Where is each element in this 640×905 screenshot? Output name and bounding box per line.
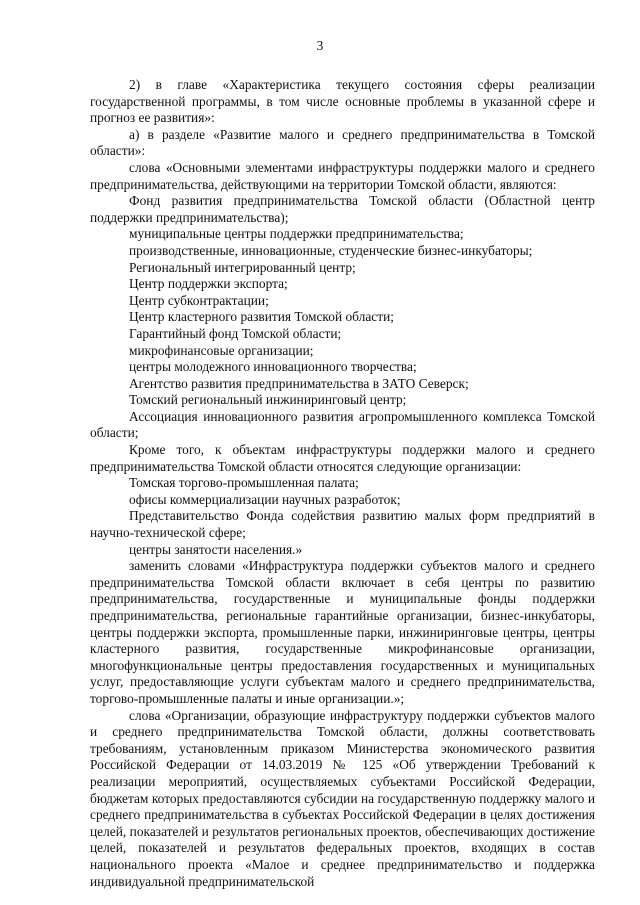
paragraph: 2) в главе «Характеристика текущего состояния сферы реализации государственной программы, в том числе основные проблемы в указанной сфере и прогноз ее развития»: (90, 77, 595, 126)
paragraph: Представительство Фонда содействия развитию малых форм предприятий в научно-технической сфере; (90, 508, 595, 541)
document-body (90, 77, 595, 890)
paragraph: офисы коммерциализации научных разработок; (129, 491, 401, 507)
paragraph: Центр кластерного развития Томской области; (129, 309, 394, 325)
paragraph: слова «Организации, образующие инфраструктуру поддержки субъектов малого и среднего предпринимательства Томской области, должны соответствовать требованиям, установленным приказом Министерства экономического развития Российской Федерации от 14.03.2019 № 125 «Об утверждении Требований к реализации мероприятий, осуществляемых субъектами Российской Федерации, бюджетам которых предоставляются субсидии на государственную поддержку малого и среднего предпринимательства в субъектах Российской Федерации в целях достижения целей, показателей и результатов региональных проектов, обеспечивающих достижение целей, показателей и результатов федеральных проектов, входящих в состав национального проекта «Малое и среднее предпринимательство и поддержка индивидуальной предпринимательской (90, 707, 595, 889)
paragraph: микрофинансовые организации; (129, 342, 314, 358)
paragraph: Центр субконтрактации; (129, 292, 269, 308)
paragraph: Агентство развития предпринимательства в ЗАТО Северск; (129, 375, 469, 391)
paragraph: Томский региональный инжиниринговый центр; (129, 392, 407, 408)
paragraph: заменить словами «Инфраструктура поддержки субъектов малого и среднего предпринимательства Томской области включает в себя центры по развитию предпринимательства, государственные и муниципальные фонды поддержки предпринимательства, региональные гарантийные организации, бизнес-инкубаторы, центры поддержки экспорта, промышленные парки, инжиниринговые центры, центры кластерного развития, государственные микрофинансовые организации, многофункциональные центры предоставления государственных и муниципальных услуг, предоставляющие услуги субъектам малого и среднего предпринимательства, торгово-промышленные палаты и иные организации.»; (90, 558, 595, 706)
paragraph: производственные, инновационные, студенческие бизнес-инкубаторы; (129, 242, 533, 258)
paragraph: а) в разделе «Развитие малого и среднего предпринимательства в Томской области»: (90, 126, 595, 159)
paragraph: муниципальные центры поддержки предпринимательства; (129, 226, 464, 242)
paragraph: центры занятости населения.» (129, 541, 303, 557)
paragraph: Центр поддержки экспорта; (129, 276, 288, 292)
paragraph: Кроме того, к объектам инфраструктуры поддержки малого и среднего предпринимательства Томской области относятся следующие организации: (90, 442, 595, 474)
paragraph: Фонд развития предпринимательства Томской области (Областной центр поддержки предпринимательства); (90, 193, 595, 225)
paragraph: слова «Основными элементами инфраструктуры поддержки малого и среднего предпринимательства, действующими на территории Томской области, являются: (90, 159, 595, 192)
paragraph: центры молодежного инновационного творчества; (129, 359, 417, 375)
page-number: 3 (316, 38, 324, 53)
paragraph: Томская торгово-промышленная палата; (129, 475, 359, 491)
paragraph: Гарантийный фонд Томской области; (129, 325, 342, 341)
paragraph: Ассоциация инновационного развития агропромышленного комплекса Томской области; (90, 408, 595, 441)
paragraph: Региональный интегрированный центр; (129, 259, 356, 275)
